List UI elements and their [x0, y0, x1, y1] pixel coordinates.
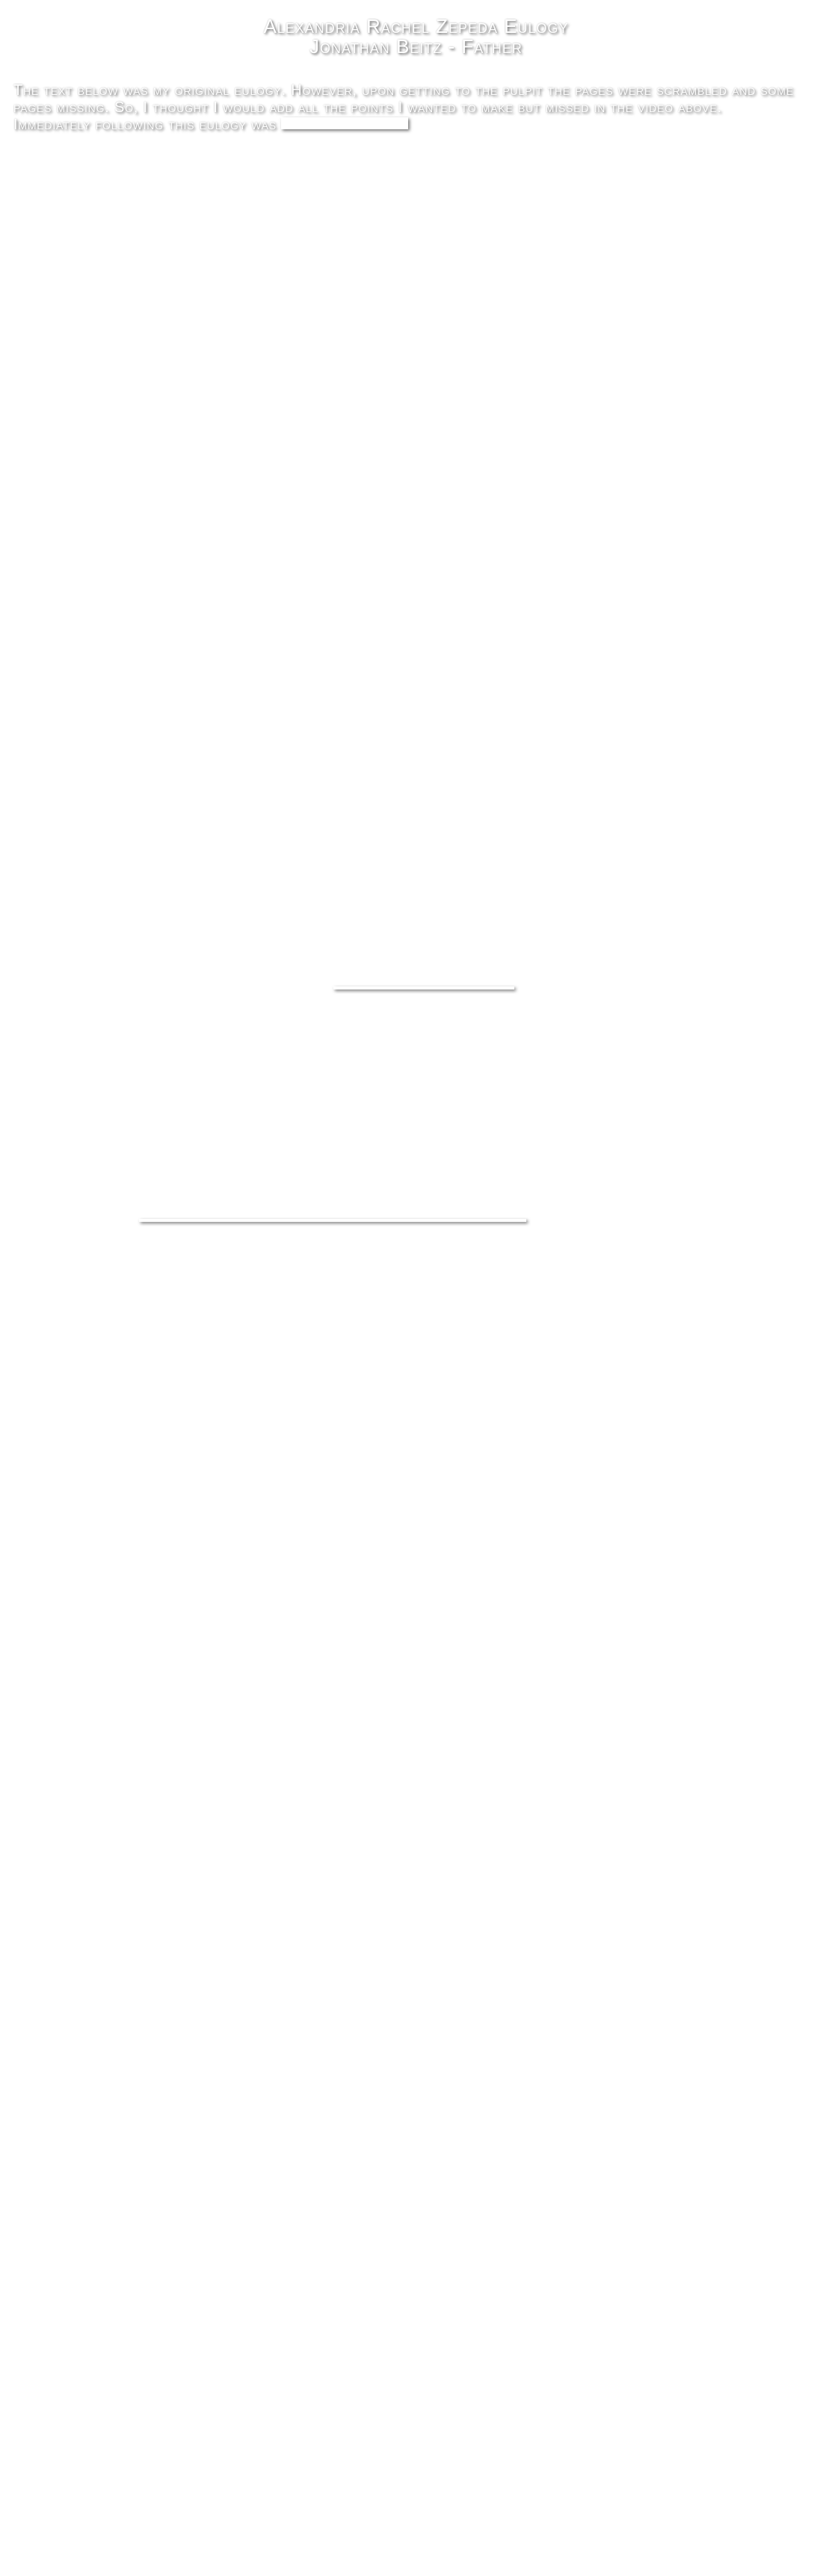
content-divider	[139, 1219, 526, 1222]
embedded-link-box[interactable]	[281, 117, 408, 129]
intro-paragraph	[13, 82, 798, 134]
page-title: Alexandria Rachel Zepeda Eulogy	[263, 15, 569, 37]
title-block	[0, 16, 832, 57]
content-divider	[333, 986, 514, 989]
intro-text: The text below was my original eulogy. However, upon getting to the pulpit the pages were scrambled and some pages missing. So, I thought I would add all the points I wanted to make but missed in the video above. Immediately following this eulogy was	[13, 82, 794, 133]
page-subtitle: Jonathan Beitz - Father	[309, 35, 523, 58]
